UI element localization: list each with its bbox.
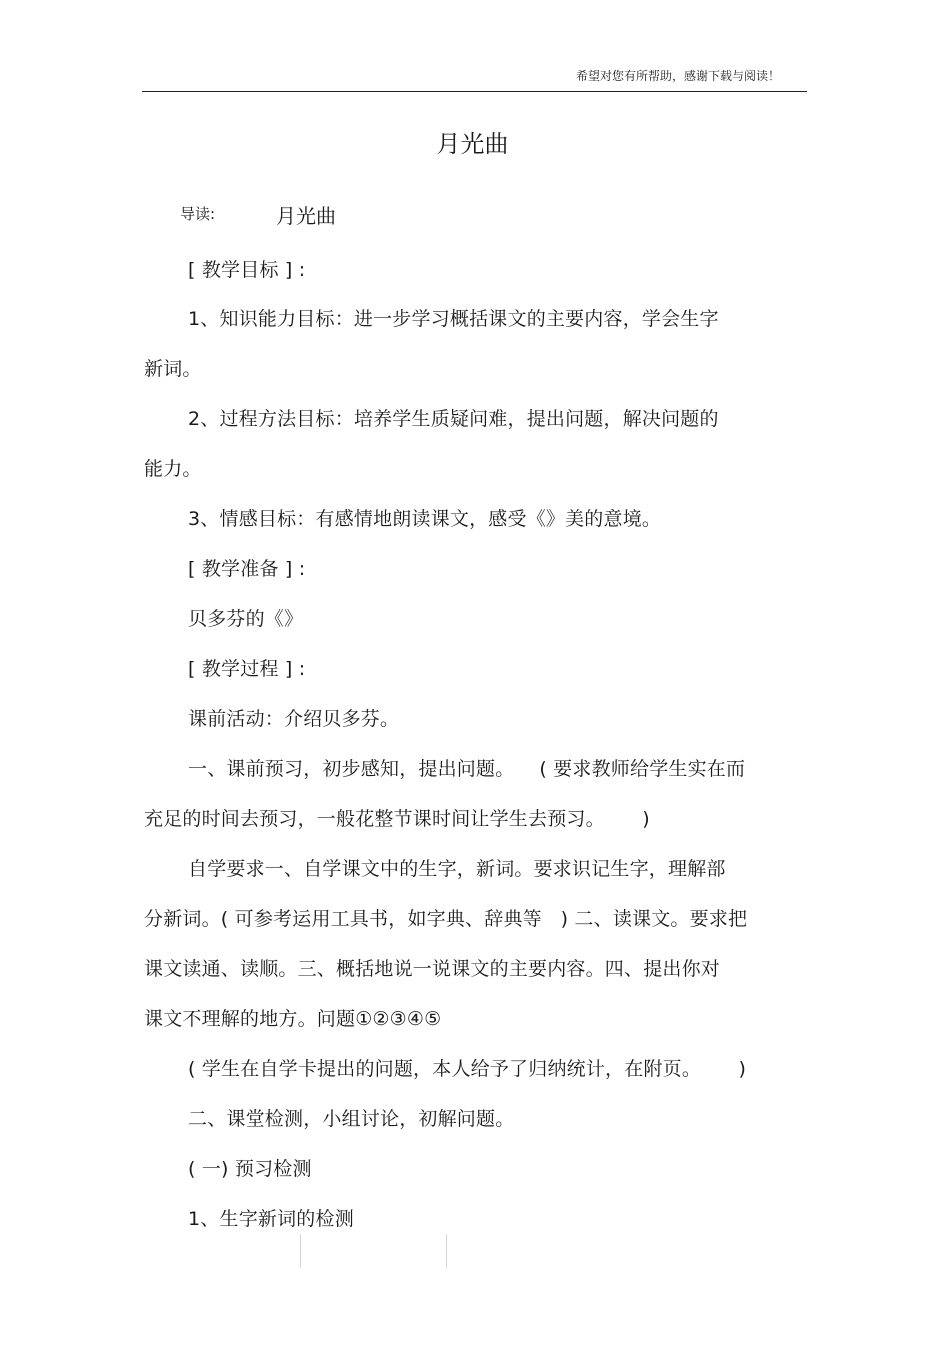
paragraph-line: 课文不理解的地方。问题①②③④⑤ xyxy=(144,1008,442,1030)
paragraph-line: [ 教学准备 ] : xyxy=(188,558,306,580)
page-header-text: 希望对您有所帮助，感谢下载与阅读！ xyxy=(575,69,780,83)
paragraph-line: ( 一) 预习检测 xyxy=(188,1158,312,1180)
document-title: 月光曲 xyxy=(436,130,509,158)
paragraph-line: 分新词。( 可参考运用工具书，如字典、辞典等 ) 二、读课文。要求把 xyxy=(144,908,748,930)
paragraph-line: [ 教学过程 ] : xyxy=(188,658,306,680)
paragraph-line: 1、生字新词的检测 xyxy=(188,1208,354,1230)
paragraph-line: 3、情感目标：有感情地朗读课文，感受《》美的意境。 xyxy=(188,508,662,530)
table-border-right xyxy=(446,1234,447,1268)
paragraph-line: ( 学生在自学卡提出的问题，本人给予了归纳统计，在附页。 ) xyxy=(188,1058,747,1080)
paragraph-line: 2、过程方法目标：培养学生质疑问难，提出问题，解决问题的 xyxy=(188,408,719,430)
intro-label: 导读: xyxy=(180,205,216,223)
header-divider xyxy=(142,91,807,92)
paragraph-line: 自学要求一、自学课文中的生字，新词。要求识记生字，理解部 xyxy=(188,858,726,880)
paragraph-line: 二、课堂检测，小组讨论，初解问题。 xyxy=(188,1108,515,1130)
paragraph-line: 1、知识能力目标：进一步学习概括课文的主要内容，学会生字 xyxy=(188,308,719,330)
paragraph-line: 课前活动：介绍贝多芬。 xyxy=(188,708,400,730)
paragraph-line: 新词。 xyxy=(144,358,202,380)
table-border-left xyxy=(300,1234,301,1268)
paragraph-line: 课文读通、读顺。三、概括地说一说课文的主要内容。四、提出你对 xyxy=(144,958,721,980)
paragraph-line: 充足的时间去预习，一般花整节课时间让学生去预习。 ) xyxy=(144,808,650,830)
paragraph-line: 能力。 xyxy=(144,458,202,480)
intro-title: 月光曲 xyxy=(276,204,336,228)
paragraph-line: [ 教学目标 ] : xyxy=(188,259,306,281)
paragraph-line: 贝多芬的《》 xyxy=(188,608,304,630)
paragraph-line: 一、课前预习，初步感知，提出问题。 ( 要求教师给学生实在而 xyxy=(188,758,746,780)
